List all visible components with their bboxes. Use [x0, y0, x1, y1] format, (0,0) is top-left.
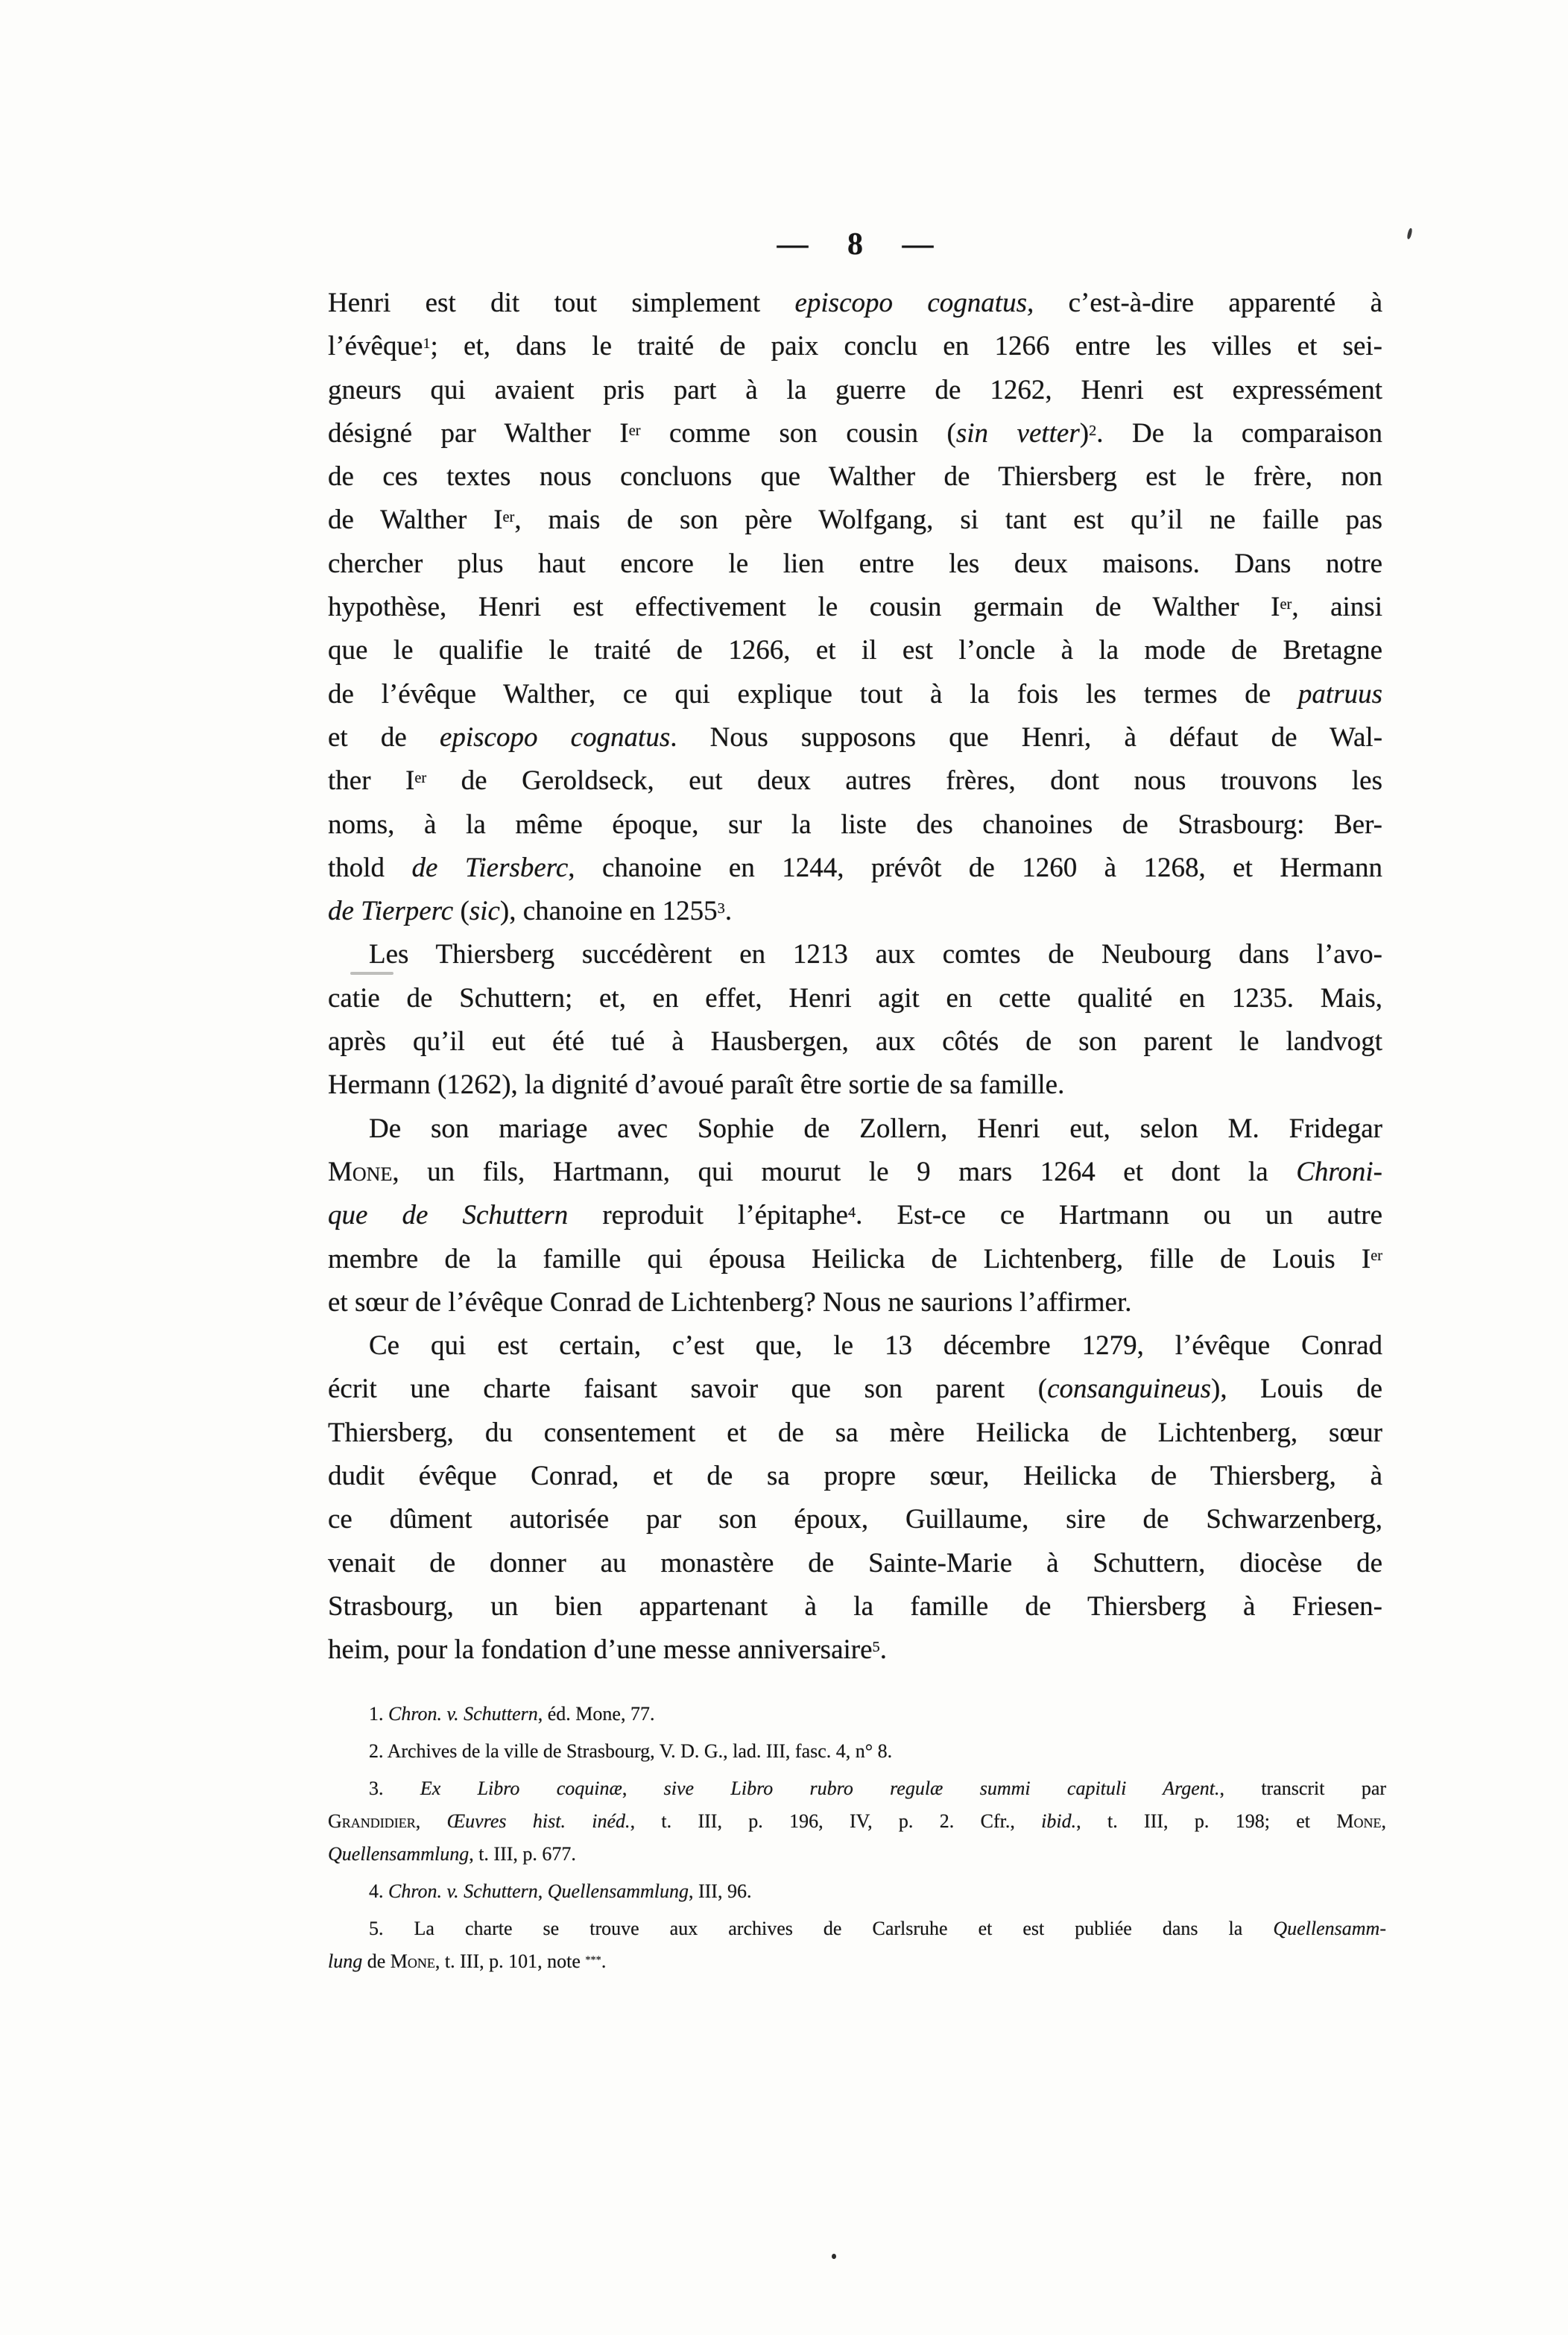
text-line — [328, 629, 1382, 672]
text-segment: que de Schuttern — [328, 1200, 569, 1231]
text-line — [328, 1281, 1382, 1324]
text-segment: , t. III, p. 677. — [469, 1843, 576, 1865]
text-segment: De son mariage avec Sophie de Zollern, Henri eut, selon M. Fridegar — [369, 1113, 1382, 1144]
text-line — [328, 977, 1382, 1020]
text-segment: Henri est dit tout simplement — [328, 288, 795, 318]
text-segment: reproduit l’épitaphe — [568, 1200, 848, 1231]
text-segment: . — [724, 896, 733, 927]
text-segment: ), chanoine en 1255 — [499, 896, 718, 927]
footnote-ref: 2 — [1089, 422, 1097, 439]
text-line — [328, 1108, 1382, 1151]
text-segment: de l’évêque Walther, ce qui explique tout à la fois les termes de — [328, 678, 1298, 710]
text-segment: thold — [328, 852, 412, 883]
paragraph — [328, 1324, 1382, 1672]
text-segment: noms, à la même époque, sur la liste des chanoines de Strasbourg: Ber- — [328, 809, 1382, 840]
text-line — [328, 1838, 1386, 1871]
text-segment: sic — [469, 896, 500, 927]
text-segment: heim, pour la fondation d’une messe anniversaire — [328, 1634, 873, 1666]
text-segment: de Geroldseck, eut deux autres frères, dont nous trouvons les — [426, 765, 1382, 797]
text-segment: Mone — [390, 1950, 435, 1972]
page-number: — 8 — — [777, 227, 934, 262]
text-segment: hypothèse, Henri est effectivement le cousin germain de Walther I — [328, 592, 1280, 623]
footnote-ref: 1 — [423, 335, 431, 353]
footnote — [328, 1698, 1386, 1731]
text-line — [328, 1020, 1382, 1064]
text-segment: Hermann (1262), la dignité d’avoué paraît être sortie de sa famille. — [328, 1069, 1065, 1101]
text-line — [328, 1772, 1386, 1805]
footnote-ref: 3 — [717, 900, 725, 917]
text-line — [328, 1324, 1382, 1368]
text-line — [328, 325, 1382, 368]
text-segment: après qu’il eut été tué à Hausbergen, aux côtés de son parent le landvogt — [328, 1026, 1382, 1058]
text-segment: catie de Schuttern; et, en effet, Henri agit en cette qualité en 1235. Mais, — [328, 982, 1382, 1014]
text-line — [328, 1194, 1382, 1237]
text-line — [328, 1875, 1386, 1908]
text-segment: dudit évêque Conrad, et de sa propre sœur, Heilicka de Thiersberg, à — [328, 1461, 1382, 1492]
footnotes — [328, 1698, 1386, 1978]
text-segment: Œuvres hist. inéd. — [446, 1810, 630, 1832]
text-segment: sin vetter — [955, 417, 1080, 449]
text-segment: . — [879, 1634, 887, 1666]
text-segment: de ces textes nous concluons que Walther de Thiersberg est le frère, non — [328, 461, 1382, 493]
text-segment: de Tierperc — [328, 896, 454, 927]
text-segment: 1. — [369, 1703, 388, 1725]
text-line — [328, 543, 1382, 586]
text-segment: Ex Libro coquinæ — [420, 1778, 622, 1799]
text-segment: ), Louis de — [1211, 1374, 1382, 1405]
footnote — [328, 1735, 1386, 1768]
text-line — [328, 1064, 1382, 1107]
footnote-ref: *** — [585, 1953, 601, 1966]
text-segment: de Walther I — [328, 505, 503, 536]
text-segment: , ainsi — [1292, 592, 1382, 623]
text-segment: de Tiersberc — [411, 852, 569, 883]
text-segment: patruus — [1297, 678, 1382, 710]
footnote-ref: er — [502, 509, 515, 526]
text-line — [328, 1698, 1386, 1731]
text-line — [328, 1498, 1382, 1541]
text-segment: , III, 96. — [688, 1880, 752, 1902]
page-body — [328, 282, 1382, 1672]
text-segment: . Est-ce ce Hartmann ou un autre — [856, 1200, 1382, 1231]
footnote-ref: er — [414, 770, 427, 787]
text-line — [328, 282, 1382, 325]
text-segment: , transcrit par — [1219, 1778, 1387, 1799]
text-segment: membre de la famille qui épousa Heilicka de Lichtenberg, fille de Louis I — [328, 1243, 1371, 1274]
footnote-ref: 4 — [847, 1204, 856, 1222]
footnote-ref: er — [1371, 1248, 1382, 1265]
text-segment: sive Libro rubro regulæ summi capituli Argent. — [663, 1778, 1220, 1799]
text-segment: Quellensamm- — [1273, 1918, 1386, 1939]
text-line — [328, 412, 1382, 455]
text-segment: Quellensammlung — [547, 1880, 689, 1902]
text-line — [328, 586, 1382, 629]
text-line — [328, 1368, 1382, 1411]
text-segment: Strasbourg, un bien appartenant à la famille de Thiersberg à Friesen- — [328, 1590, 1382, 1622]
scan-mark — [350, 972, 393, 975]
footnote — [328, 1875, 1386, 1908]
text-segment: , — [622, 1778, 664, 1799]
text-segment: , chanoine en 1244, prévôt de 1260 à 1268, et Hermann — [568, 852, 1382, 883]
text-segment: ) — [1079, 417, 1090, 449]
text-segment: . Nous supposons que Henri, à défaut de Wal- — [670, 721, 1383, 753]
text-segment: , t. III, p. 198; et — [1076, 1810, 1337, 1832]
text-segment: comme son cousin ( — [640, 417, 956, 449]
text-segment: . — [601, 1950, 607, 1972]
text-line — [328, 1912, 1386, 1945]
text-line — [328, 673, 1382, 716]
text-segment: ther I — [328, 765, 415, 797]
text-segment: Thiersberg, du consentement et de sa mère Heilicka de Lichtenberg, sœur — [328, 1417, 1382, 1448]
text-line — [328, 1151, 1382, 1194]
text-line — [328, 1735, 1386, 1768]
text-segment: Chron. v. Schuttern — [388, 1703, 538, 1725]
text-segment: c’est-à-dire apparenté à — [1034, 288, 1383, 318]
text-line — [328, 1542, 1382, 1585]
footnote-ref: 5 — [872, 1639, 880, 1656]
text-segment: Les Thiersberg succédèrent en 1213 aux comtes de Neubourg dans l’avo- — [369, 939, 1382, 970]
text-segment: ce dûment autorisée par son époux, Guillaume, sire de Schwarzenberg, — [328, 1504, 1382, 1535]
text-segment: . De la comparaison — [1096, 417, 1382, 449]
text-segment: Ce qui est certain, c’est que, le 13 décembre 1279, l’évêque Conrad — [369, 1330, 1382, 1362]
text-segment: , — [415, 1810, 447, 1832]
text-segment: ibid. — [1041, 1810, 1077, 1832]
text-segment: désigné par Walther I — [328, 417, 629, 449]
text-segment: consanguineus — [1047, 1374, 1211, 1405]
text-segment: Chroni- — [1296, 1156, 1382, 1187]
footnote-ref: er — [628, 422, 641, 439]
paragraph — [328, 1108, 1382, 1324]
text-segment: 2. Archives de la ville de Strasbourg, V. D. G., lad. III, fasc. 4, n° 8. — [369, 1740, 893, 1762]
text-line — [328, 369, 1382, 412]
text-line — [328, 847, 1382, 890]
text-segment: , t. III, p. 196, IV, p. 2. Cfr., — [630, 1810, 1042, 1832]
text-line — [328, 803, 1382, 847]
text-segment: , mais de son père Wolfgang, si tant est qu’il ne faille pas — [514, 505, 1382, 536]
text-segment: et sœur de l’évêque Conrad de Lichtenberg? Nous ne saurions l’affirmer. — [328, 1286, 1132, 1318]
text-line — [328, 499, 1382, 542]
scan-speck — [832, 2254, 836, 2259]
text-segment: , — [537, 1880, 548, 1902]
text-line — [328, 759, 1382, 803]
text-segment: que le qualifie le traité de 1266, et il est l’oncle à la mode de Bretagne — [328, 635, 1382, 666]
text-segment: , — [1381, 1810, 1387, 1832]
text-segment: 4. — [369, 1880, 388, 1902]
text-line — [328, 1412, 1382, 1455]
footnote-ref: er — [1280, 595, 1292, 613]
text-segment: et de — [328, 721, 440, 753]
text-segment: episcopo cognatus — [439, 721, 671, 753]
text-segment: ; et, dans le traité de paix conclu en 1266 entre les villes et sei- — [430, 331, 1382, 362]
text-segment: ( — [453, 896, 470, 927]
text-line — [328, 933, 1382, 976]
text-line — [328, 1805, 1386, 1838]
text-segment: Mone — [1336, 1810, 1382, 1832]
text-segment: 5. La charte se trouve aux archives de Carlsruhe et est publiée dans la — [369, 1918, 1274, 1939]
text-segment: Grandidier — [328, 1810, 416, 1832]
text-line — [328, 890, 1382, 933]
text-segment: , un fils, Hartmann, qui mourut le 9 mars 1264 et dont la — [392, 1156, 1297, 1187]
text-segment: , t. III, p. 101, note — [434, 1950, 586, 1972]
text-line — [328, 1238, 1382, 1281]
text-segment: Chron. v. Schuttern — [388, 1880, 538, 1902]
text-segment: Mone — [328, 1156, 393, 1187]
text-line — [328, 1628, 1382, 1672]
text-segment: venait de donner au monastère de Sainte-Marie à Schuttern, diocèse de — [328, 1547, 1382, 1579]
text-line — [328, 1945, 1386, 1978]
text-line — [328, 1455, 1382, 1498]
footnote — [328, 1772, 1386, 1871]
text-segment: Quellensammlung — [328, 1843, 470, 1865]
text-segment: lung — [328, 1950, 363, 1972]
text-line — [328, 1585, 1382, 1628]
paragraph — [328, 282, 1382, 933]
text-segment: de — [362, 1950, 391, 1972]
text-segment: l’évêque — [328, 331, 423, 362]
footnote — [328, 1912, 1386, 1978]
text-segment: 3. — [369, 1778, 420, 1799]
text-line — [328, 455, 1382, 499]
text-segment: chercher plus haut encore le lien entre les deux maisons. Dans notre — [328, 548, 1382, 579]
scan-mark — [1406, 228, 1412, 240]
text-line — [328, 716, 1382, 759]
text-segment: gneurs qui avaient pris part à la guerre de 1262, Henri est expressément — [328, 374, 1382, 405]
text-segment: , éd. Mone, 77. — [537, 1703, 655, 1725]
paragraph — [328, 933, 1382, 1107]
text-segment: episcopo cognatus, — [794, 288, 1034, 318]
text-segment: écrit une charte faisant savoir que son parent ( — [328, 1374, 1048, 1405]
